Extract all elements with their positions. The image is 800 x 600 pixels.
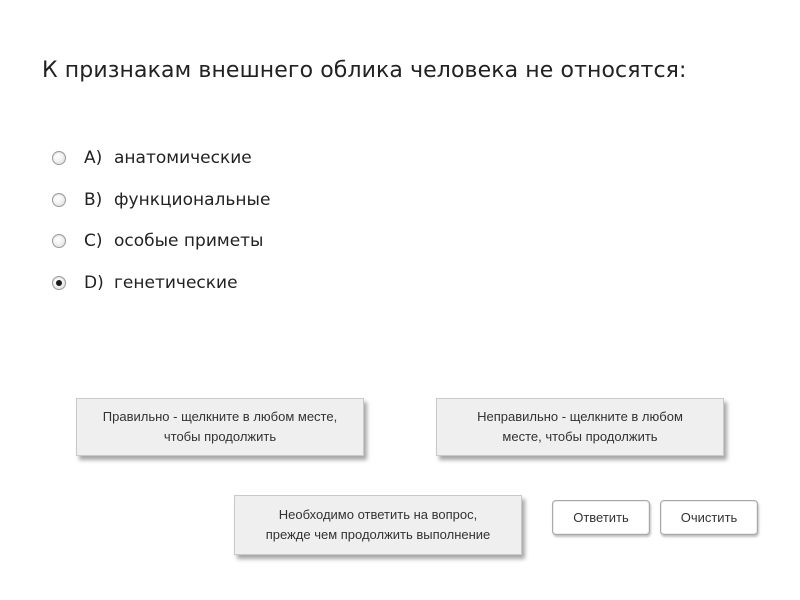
radio-button-b[interactable] bbox=[52, 193, 66, 207]
correct-feedback-box[interactable] bbox=[76, 398, 364, 456]
incorrect-feedback-line1: Неправильно - щелкните в любом bbox=[477, 409, 683, 424]
incorrect-feedback-box[interactable] bbox=[436, 398, 724, 456]
clear-button[interactable]: Очистить bbox=[660, 500, 758, 535]
answer-options bbox=[52, 146, 270, 312]
radio-button-c[interactable] bbox=[52, 234, 66, 248]
option-letter: A) bbox=[84, 148, 103, 168]
answer-required-line2: прежде чем продолжить выполнение bbox=[265, 527, 491, 542]
option-c[interactable] bbox=[52, 229, 270, 253]
incorrect-feedback-line2: месте, чтобы продолжить bbox=[502, 429, 658, 444]
submit-button[interactable]: Ответить bbox=[552, 500, 650, 535]
answer-required-box bbox=[234, 495, 522, 555]
option-a[interactable] bbox=[52, 146, 270, 170]
option-label: анатомические bbox=[114, 148, 252, 168]
radio-button-a[interactable] bbox=[52, 151, 66, 165]
question-title: К признакам внешнего облика человека не относятся: bbox=[42, 58, 687, 83]
option-letter: B) bbox=[84, 189, 103, 210]
option-d[interactable] bbox=[52, 271, 270, 295]
option-letter: C) bbox=[84, 231, 103, 251]
option-label: функциональные bbox=[114, 189, 271, 210]
option-label: генетические bbox=[114, 272, 238, 293]
answer-required-line1: Необходимо ответить на вопрос, bbox=[278, 507, 478, 522]
correct-feedback-line1: Правильно - щелкните в любом месте, bbox=[102, 409, 338, 424]
option-label: особые приметы bbox=[114, 231, 264, 251]
correct-feedback-line2: чтобы продолжить bbox=[163, 429, 277, 444]
radio-button-d[interactable] bbox=[52, 276, 66, 290]
option-letter: D) bbox=[84, 272, 104, 293]
option-b[interactable] bbox=[52, 188, 270, 212]
